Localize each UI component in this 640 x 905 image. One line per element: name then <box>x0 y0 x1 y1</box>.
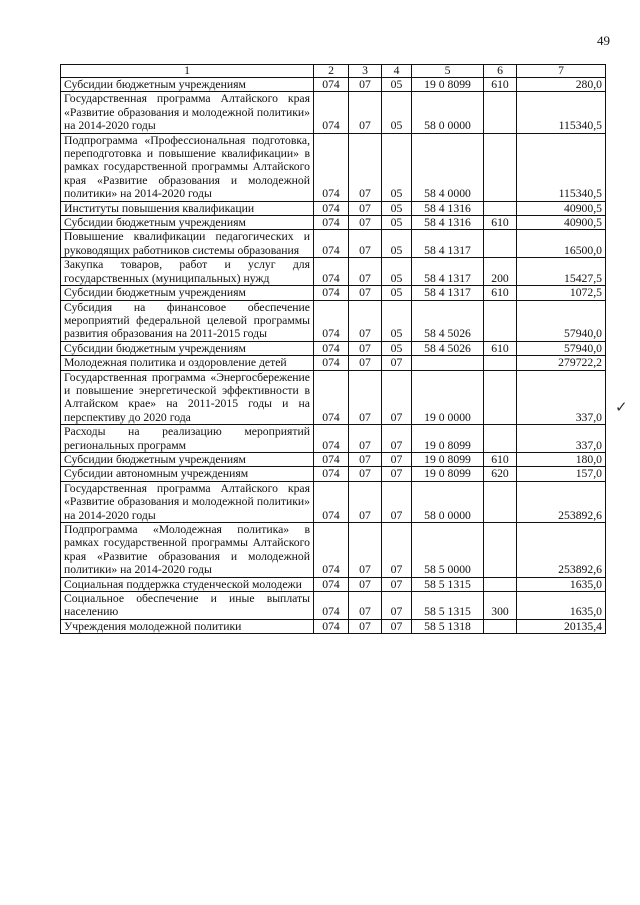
table-row <box>61 592 606 620</box>
target-article-code-cell <box>412 356 484 370</box>
subsection-code-cell: 05 <box>382 258 412 286</box>
table-row <box>61 467 606 481</box>
table-row <box>61 92 606 133</box>
section-code-cell: 07 <box>349 216 382 230</box>
target-article-code-cell: 58 4 5026 <box>412 341 484 355</box>
column-header: 3 <box>349 65 382 78</box>
section-code-cell: 07 <box>349 230 382 258</box>
table-row <box>61 341 606 355</box>
table-row <box>61 78 606 92</box>
ministry-code-cell: 074 <box>314 425 349 453</box>
ministry-code-cell: 074 <box>314 92 349 133</box>
target-article-code-cell: 58 4 1316 <box>412 216 484 230</box>
ministry-code-cell: 074 <box>314 216 349 230</box>
item-name-cell: Субсидии бюджетным учреждениям <box>61 452 314 466</box>
target-article-code-cell: 58 5 1318 <box>412 619 484 633</box>
section-code-cell: 07 <box>349 577 382 591</box>
ministry-code-cell: 074 <box>314 230 349 258</box>
section-code-cell: 07 <box>349 467 382 481</box>
amount-cell: 157,0 <box>517 467 606 481</box>
table-row <box>61 370 606 425</box>
margin-check-mark: ✓ <box>615 400 628 416</box>
column-header: 2 <box>314 65 349 78</box>
table-row <box>61 258 606 286</box>
subsection-code-cell: 07 <box>382 481 412 522</box>
section-code-cell: 07 <box>349 300 382 341</box>
amount-cell: 40900,5 <box>517 201 606 215</box>
item-name-cell: Расходы на реализацию мероприятий региональных программ <box>61 425 314 453</box>
target-article-code-cell: 19 0 8099 <box>412 467 484 481</box>
target-article-code-cell: 19 0 8099 <box>412 78 484 92</box>
table-row <box>61 216 606 230</box>
target-article-code-cell: 58 0 0000 <box>412 92 484 133</box>
expense-type-code-cell <box>484 425 517 453</box>
ministry-code-cell: 074 <box>314 201 349 215</box>
subsection-code-cell: 05 <box>382 230 412 258</box>
section-code-cell: 07 <box>349 452 382 466</box>
table-row <box>61 356 606 370</box>
item-name-cell: Субсидии бюджетным учреждениям <box>61 341 314 355</box>
section-code-cell: 07 <box>349 356 382 370</box>
amount-cell: 1635,0 <box>517 577 606 591</box>
ministry-code-cell: 074 <box>314 370 349 425</box>
table-row <box>61 230 606 258</box>
expense-type-code-cell <box>484 300 517 341</box>
budget-table <box>60 64 606 634</box>
page-number: 49 <box>597 33 610 48</box>
subsection-code-cell: 05 <box>382 286 412 300</box>
amount-cell: 57940,0 <box>517 300 606 341</box>
item-name-cell: Закупка товаров, работ и услуг для государственных (муниципальных) нужд <box>61 258 314 286</box>
amount-cell: 115340,5 <box>517 133 606 201</box>
table-row <box>61 481 606 522</box>
expense-type-code-cell: 620 <box>484 467 517 481</box>
section-code-cell: 07 <box>349 619 382 633</box>
section-code-cell: 07 <box>349 133 382 201</box>
column-header: 7 <box>517 65 606 78</box>
amount-cell: 337,0 <box>517 370 606 425</box>
expense-type-code-cell: 300 <box>484 592 517 620</box>
amount-cell: 57940,0 <box>517 341 606 355</box>
subsection-code-cell: 05 <box>382 78 412 92</box>
section-code-cell: 07 <box>349 425 382 453</box>
item-name-cell: Подпрограмма «Профессиональная подготовка, переподготовка и повышение квалификации» в рамках государственной программы Алтайского края «Развитие образования и молодежной политики» на 2014-2020 годы <box>61 133 314 201</box>
subsection-code-cell: 07 <box>382 356 412 370</box>
table-body <box>61 78 606 634</box>
target-article-code-cell: 58 5 1315 <box>412 577 484 591</box>
target-article-code-cell: 58 4 1317 <box>412 258 484 286</box>
expense-type-code-cell <box>484 230 517 258</box>
section-code-cell: 07 <box>349 258 382 286</box>
item-name-cell: Социальная поддержка студенческой молодежи <box>61 577 314 591</box>
target-article-code-cell: 58 5 1315 <box>412 592 484 620</box>
target-article-code-cell: 58 4 1317 <box>412 286 484 300</box>
expense-type-code-cell: 610 <box>484 452 517 466</box>
ministry-code-cell: 074 <box>314 467 349 481</box>
subsection-code-cell: 07 <box>382 370 412 425</box>
item-name-cell: Подпрограмма «Молодежная политика» в рамках государственной программы Алтайского края «Развитие образования и молодежной политики» на 2014-2020 годы <box>61 523 314 578</box>
item-name-cell: Повышение квалификации педагогических и руководящих работников системы образования <box>61 230 314 258</box>
section-code-cell: 07 <box>349 78 382 92</box>
expense-type-code-cell <box>484 481 517 522</box>
expense-type-code-cell: 610 <box>484 216 517 230</box>
subsection-code-cell: 07 <box>382 467 412 481</box>
table-row <box>61 425 606 453</box>
subsection-code-cell: 05 <box>382 92 412 133</box>
table-row <box>61 452 606 466</box>
target-article-code-cell: 58 4 0000 <box>412 133 484 201</box>
item-name-cell: Субсидия на финансовое обеспечение мероприятий федеральной целевой программы развития образования на 2011-2015 годы <box>61 300 314 341</box>
ministry-code-cell: 074 <box>314 78 349 92</box>
section-code-cell: 07 <box>349 92 382 133</box>
target-article-code-cell: 58 4 5026 <box>412 300 484 341</box>
table-row <box>61 523 606 578</box>
target-article-code-cell: 58 5 0000 <box>412 523 484 578</box>
amount-cell: 253892,6 <box>517 481 606 522</box>
subsection-code-cell: 07 <box>382 523 412 578</box>
subsection-code-cell: 05 <box>382 300 412 341</box>
expense-type-code-cell <box>484 356 517 370</box>
expense-type-code-cell: 610 <box>484 78 517 92</box>
amount-cell: 337,0 <box>517 425 606 453</box>
table-row <box>61 286 606 300</box>
expense-type-code-cell <box>484 370 517 425</box>
ministry-code-cell: 074 <box>314 341 349 355</box>
table-row <box>61 300 606 341</box>
expense-type-code-cell <box>484 523 517 578</box>
amount-cell: 1635,0 <box>517 592 606 620</box>
section-code-cell: 07 <box>349 481 382 522</box>
expense-type-code-cell <box>484 577 517 591</box>
subsection-code-cell: 05 <box>382 216 412 230</box>
column-header: 6 <box>484 65 517 78</box>
ministry-code-cell: 074 <box>314 258 349 286</box>
section-code-cell: 07 <box>349 523 382 578</box>
target-article-code-cell: 19 0 8099 <box>412 425 484 453</box>
column-header: 5 <box>412 65 484 78</box>
item-name-cell: Субсидии бюджетным учреждениям <box>61 286 314 300</box>
item-name-cell: Субсидии бюджетным учреждениям <box>61 78 314 92</box>
item-name-cell: Социальное обеспечение и иные выплаты населению <box>61 592 314 620</box>
ministry-code-cell: 074 <box>314 133 349 201</box>
expense-type-code-cell: 610 <box>484 286 517 300</box>
ministry-code-cell: 074 <box>314 592 349 620</box>
table-row <box>61 201 606 215</box>
expense-type-code-cell: 610 <box>484 341 517 355</box>
item-name-cell: Государственная программа «Энергосбережение и повышение энергетической эффективности в Алтайском крае» на 2011-2015 годы и на перспективу до 2020 года <box>61 370 314 425</box>
table-row <box>61 619 606 633</box>
amount-cell: 253892,6 <box>517 523 606 578</box>
amount-cell: 115340,5 <box>517 92 606 133</box>
subsection-code-cell: 07 <box>382 425 412 453</box>
column-header: 1 <box>61 65 314 78</box>
amount-cell: 15427,5 <box>517 258 606 286</box>
amount-cell: 20135,4 <box>517 619 606 633</box>
ministry-code-cell: 074 <box>314 481 349 522</box>
column-header: 4 <box>382 65 412 78</box>
subsection-code-cell: 05 <box>382 341 412 355</box>
subsection-code-cell: 05 <box>382 201 412 215</box>
section-code-cell: 07 <box>349 592 382 620</box>
item-name-cell: Государственная программа Алтайского края «Развитие образования и молодежной политики» на 2014-2020 годы <box>61 92 314 133</box>
item-name-cell: Институты повышения квалификации <box>61 201 314 215</box>
expense-type-code-cell: 200 <box>484 258 517 286</box>
ministry-code-cell: 074 <box>314 286 349 300</box>
ministry-code-cell: 074 <box>314 356 349 370</box>
ministry-code-cell: 074 <box>314 452 349 466</box>
expense-type-code-cell <box>484 619 517 633</box>
subsection-code-cell: 07 <box>382 452 412 466</box>
ministry-code-cell: 074 <box>314 577 349 591</box>
subsection-code-cell: 05 <box>382 133 412 201</box>
subsection-code-cell: 07 <box>382 577 412 591</box>
subsection-code-cell: 07 <box>382 619 412 633</box>
target-article-code-cell: 58 0 0000 <box>412 481 484 522</box>
ministry-code-cell: 074 <box>314 300 349 341</box>
amount-cell: 279722,2 <box>517 356 606 370</box>
item-name-cell: Субсидии бюджетным учреждениям <box>61 216 314 230</box>
item-name-cell: Субсидии автономным учреждениям <box>61 467 314 481</box>
table-row <box>61 577 606 591</box>
amount-cell: 16500,0 <box>517 230 606 258</box>
section-code-cell: 07 <box>349 286 382 300</box>
amount-cell: 1072,5 <box>517 286 606 300</box>
ministry-code-cell: 074 <box>314 523 349 578</box>
amount-cell: 280,0 <box>517 78 606 92</box>
target-article-code-cell: 58 4 1316 <box>412 201 484 215</box>
expense-type-code-cell <box>484 92 517 133</box>
ministry-code-cell: 074 <box>314 619 349 633</box>
column-number-row <box>61 65 606 78</box>
item-name-cell: Государственная программа Алтайского края «Развитие образования и молодежной политики» на 2014-2020 годы <box>61 481 314 522</box>
table-row <box>61 133 606 201</box>
section-code-cell: 07 <box>349 341 382 355</box>
section-code-cell: 07 <box>349 201 382 215</box>
subsection-code-cell: 07 <box>382 592 412 620</box>
item-name-cell: Молодежная политика и оздоровление детей <box>61 356 314 370</box>
expense-type-code-cell <box>484 133 517 201</box>
section-code-cell: 07 <box>349 370 382 425</box>
expense-type-code-cell <box>484 201 517 215</box>
target-article-code-cell: 19 0 8099 <box>412 452 484 466</box>
target-article-code-cell: 58 4 1317 <box>412 230 484 258</box>
target-article-code-cell: 19 0 0000 <box>412 370 484 425</box>
item-name-cell: Учреждения молодежной политики <box>61 619 314 633</box>
amount-cell: 40900,5 <box>517 216 606 230</box>
amount-cell: 180,0 <box>517 452 606 466</box>
